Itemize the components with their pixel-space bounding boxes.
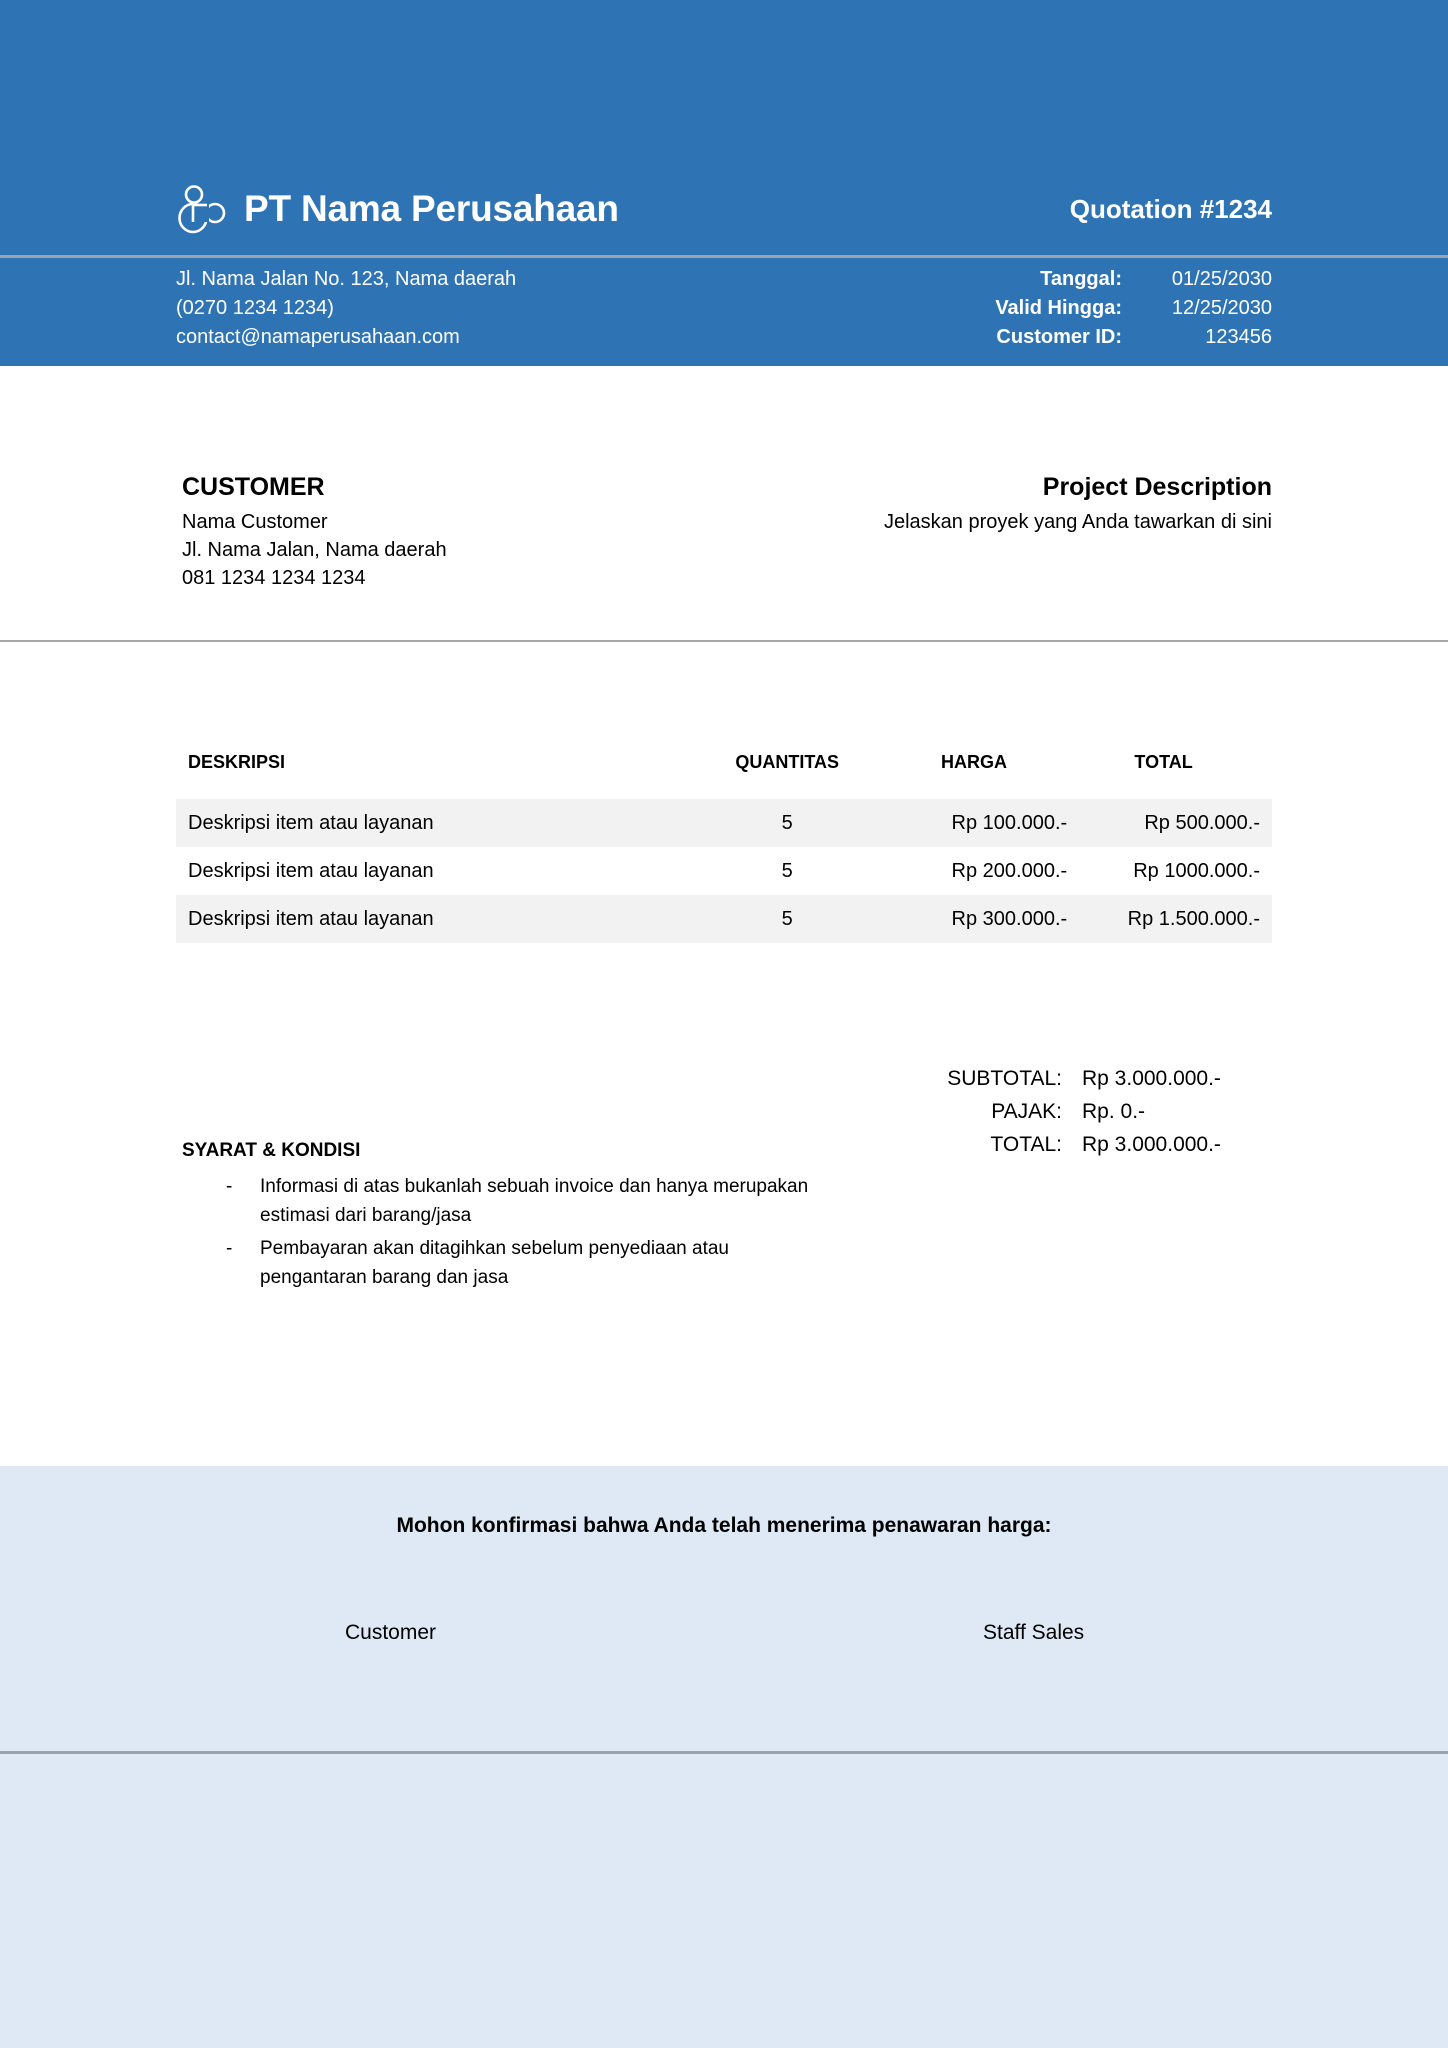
- cell-quantity: 5: [781, 859, 793, 882]
- signature-label-customer: Customer: [345, 1621, 437, 1644]
- terms-and-conditions: [182, 1140, 822, 1296]
- document-header: [0, 0, 1448, 366]
- company-name: PT Nama Perusahaan: [244, 188, 619, 229]
- table-row: [176, 847, 1272, 895]
- project-description-block: [884, 470, 1272, 536]
- company-address: Jl. Nama Jalan No. 123, Nama daerah: [176, 268, 517, 290]
- terms-list: [182, 1172, 822, 1292]
- customer-address: Jl. Nama Jalan, Nama daerah: [182, 539, 447, 561]
- cell-total: Rp 1.500.000.-: [1067, 895, 1272, 943]
- customer-heading: CUSTOMER: [182, 473, 325, 501]
- meta-label-date: Tanggal:: [1040, 268, 1122, 290]
- column-header-price: HARGA: [940, 752, 1007, 772]
- table-row: [176, 799, 1272, 847]
- meta-value-valid-until: 12/25/2030: [1171, 297, 1272, 319]
- list-item: [182, 1172, 822, 1230]
- list-item: [182, 1234, 822, 1292]
- customer-phone: 081 1234 1234 1234: [182, 567, 366, 589]
- project-heading: Project Description: [1042, 473, 1272, 501]
- meta-row-date: [995, 265, 1272, 294]
- column-header-description: DESKRIPSI: [188, 752, 286, 772]
- totals-row-total: [947, 1128, 1272, 1161]
- totals-label-tax: PAJAK:: [991, 1100, 1062, 1123]
- column-header-quantity: QUANTITAS: [735, 752, 840, 772]
- terms-item-text: Pembayaran akan ditagihkan sebelum penyediaan atau pengantaran barang dan jasa: [260, 1238, 729, 1288]
- parties-divider: [0, 640, 1448, 642]
- project-description-text: Jelaskan proyek yang Anda tawarkan di sini: [883, 511, 1272, 533]
- confirmation-text: Mohon konfirmasi bahwa Anda telah menerima penawaran harga:: [396, 1514, 1052, 1537]
- bullet-dash-icon: -: [226, 1176, 233, 1197]
- header-brand-row: [0, 0, 1448, 255]
- meta-label-valid-until: Valid Hingga:: [995, 297, 1122, 319]
- totals-label-subtotal: SUBTOTAL:: [947, 1067, 1062, 1090]
- totals-row-tax: [947, 1095, 1272, 1128]
- cell-total: Rp 500.000.-: [1067, 799, 1272, 847]
- totals-summary: [947, 1062, 1272, 1161]
- cell-description: Deskripsi item atau layanan: [176, 799, 694, 847]
- abstract-person-circles-logo-icon: [176, 183, 228, 235]
- items-table: [176, 752, 1272, 943]
- column-header-total: TOTAL: [1134, 752, 1193, 772]
- cell-quantity: 5: [694, 799, 881, 847]
- company-contact-block: [176, 265, 516, 352]
- totals-value-subtotal: Rp 3.000.000.-: [1082, 1067, 1221, 1090]
- items-table-body: [176, 799, 1272, 943]
- meta-value-date: 01/25/2030: [1171, 268, 1272, 290]
- cell-description: Deskripsi item atau layanan: [176, 895, 694, 943]
- totals-label-total: TOTAL:: [990, 1133, 1062, 1156]
- company-email: contact@namaperusahaan.com: [176, 326, 460, 348]
- meta-row-customer-id: [995, 323, 1272, 352]
- parties-section: [0, 470, 1448, 630]
- totals-value-tax: Rp. 0.-: [1082, 1100, 1146, 1123]
- customer-block: [182, 470, 447, 592]
- cell-description: Deskripsi item atau layanan: [188, 859, 434, 882]
- cell-price: Rp 300.000.-: [881, 895, 1067, 943]
- terms-heading: SYARAT & KONDISI: [182, 1140, 361, 1161]
- cell-price: Rp 100.000.-: [881, 799, 1067, 847]
- quotation-number: Quotation #1234: [1069, 194, 1272, 224]
- terms-item-text: Informasi di atas bukanlah sebuah invoice dan hanya merupakan estimasi dari barang/jasa: [260, 1176, 809, 1226]
- document-footer: [0, 1466, 1448, 2048]
- bullet-dash-icon: -: [226, 1238, 233, 1259]
- cell-quantity: 5: [694, 895, 881, 943]
- cell-total: Rp 1000.000.-: [1133, 859, 1260, 882]
- totals-value-total: Rp 3.000.000.-: [1082, 1133, 1221, 1156]
- items-header-row: [176, 752, 1272, 799]
- meta-row-valid-until: [995, 294, 1272, 323]
- footer-divider: [0, 1751, 1448, 1754]
- cell-price: Rp 200.000.-: [951, 859, 1068, 882]
- table-row: [176, 895, 1272, 943]
- signature-label-staff: Staff Sales: [983, 1621, 1085, 1644]
- brand-lockup: [176, 183, 619, 235]
- items-table-head: [176, 752, 1272, 799]
- totals-row-subtotal: [947, 1062, 1272, 1095]
- customer-name: Nama Customer: [182, 511, 328, 533]
- meta-value-customer-id: 123456: [1205, 326, 1272, 348]
- company-phone: (0270 1234 1234): [176, 297, 334, 319]
- header-details-row: [0, 258, 1448, 366]
- meta-label-customer-id: Customer ID:: [996, 326, 1122, 348]
- quotation-meta-table: [995, 265, 1272, 352]
